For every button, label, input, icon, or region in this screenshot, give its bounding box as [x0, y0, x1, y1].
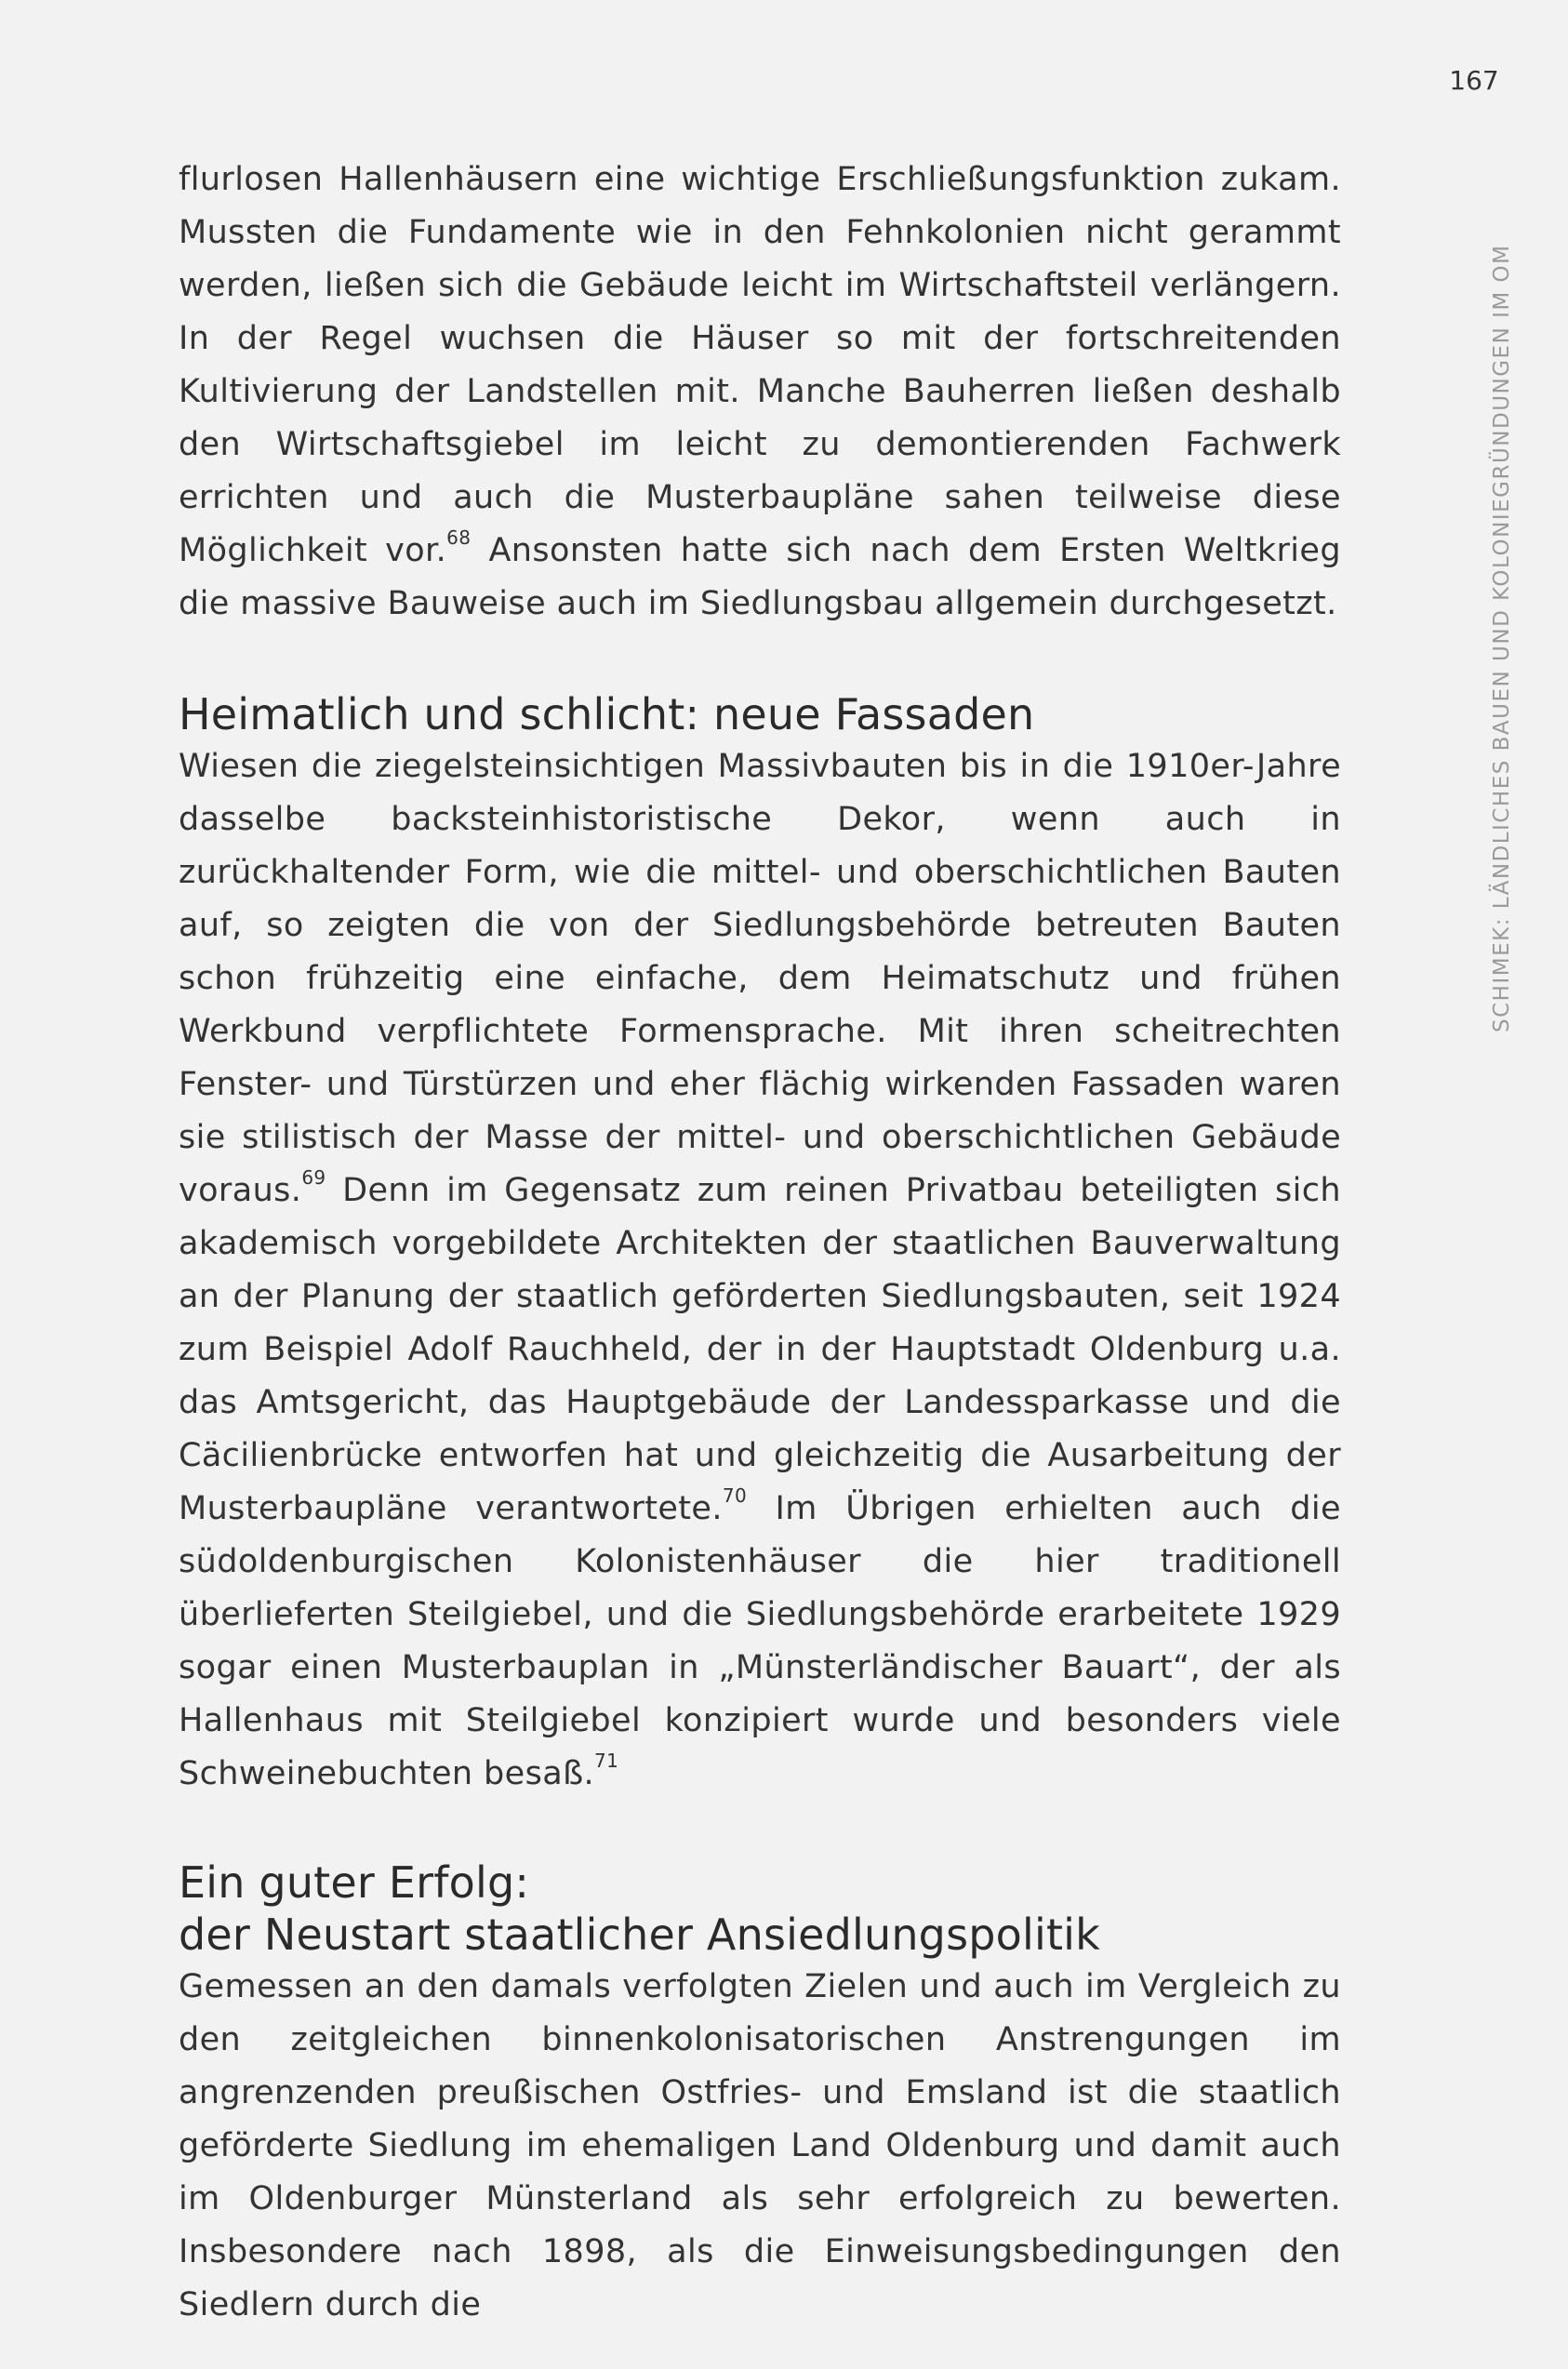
heading-line: Ein guter Erfolg: — [179, 1857, 530, 1908]
footnote-marker-69: 69 — [301, 1166, 326, 1189]
paragraph-text: Denn im Gegensatz zum reinen Privatbau beteiligten sich akademisch vorgebildete Architekten der staatlichen Bauverwaltung an der Planung der staatlich geförderten Siedlungsbauten, seit 1924 zum Beispiel Adolf Rauchheld, der in der Hauptstadt Oldenburg u.a. das Amtsgericht, das Hauptgebäude der Landessparkasse und die Cäcilienbrücke entworfen hat und gleichzeitig die Ausarbeitung der Musterbaupläne verantwortete. — [179, 1172, 1341, 1527]
section-heading-erfolg — [179, 1857, 1341, 1961]
footnote-marker-71: 71 — [594, 1750, 619, 1772]
paragraph-3 — [179, 1961, 1341, 2332]
footnote-marker-70: 70 — [722, 1484, 748, 1507]
heading-line: Heimatlich und schlicht: neue Fassaden — [179, 689, 1035, 739]
section-heading-fassaden — [179, 688, 1341, 740]
paragraph-2 — [179, 740, 1341, 1801]
page-body — [179, 153, 1341, 2332]
paragraph-text: Im Übrigen erhielten auch die südoldenburgischen Kolonistenhäuser die hier traditionell überlieferten Steilgiebel, und die Siedlungsbehörde erarbeitete 1929 sogar einen Musterbauplan in „Münsterländischer Bauart“, der als Hallenhaus mit Steilgiebel konzipiert wurde und besonders viele Schweinebuchten besaß. — [179, 1490, 1341, 1792]
running-head: SCHIMEK: LÄNDLICHES BAUEN UND KOLONIEGRÜNDUNGEN IM OM — [1490, 244, 1514, 1032]
paragraph-1 — [179, 153, 1341, 631]
paragraph-text: Gemessen an den damals verfolgten Zielen und auch im Vergleich zu den zeitgleichen binnenkolonisatorischen Anstrengungen im angrenzenden preußischen Ostfries- und Emsland ist die staatlich geförderte Siedlung im ehemaligen Land Oldenburg und damit auch im Oldenburger Münsterland als sehr erfolgreich zu bewerten. Insbesondere nach 1898, als die Einweisungsbedingungen den Siedlern durch die — [179, 1968, 1341, 2323]
page-number: 167 — [1449, 65, 1499, 96]
heading-line: der Neustart staatlicher Ansiedlungspolitik — [179, 1910, 1100, 1960]
paragraph-text: Ansonsten hatte sich nach dem Ersten Weltkrieg die massive Bauweise auch im Siedlungsbau allgemein durchgesetzt. — [179, 532, 1341, 622]
footnote-marker-68: 68 — [446, 526, 472, 549]
paragraph-text: flurlosen Hallenhäusern eine wichtige Erschließungsfunktion zukam. Mussten die Fundamente wie in den Fehnkolonien nicht gerammt werden, ließen sich die Gebäude leicht im Wirtschaftsteil verlängern. In der Regel wuchsen die Häuser so mit der fortschreitenden Kultivierung der Landstellen mit. Manche Bauherren ließen deshalb den Wirtschaftsgiebel im leicht zu demontierenden Fachwerk errichten und auch die Musterbaupläne sahen teilweise diese Möglichkeit vor. — [179, 161, 1341, 569]
paragraph-text: Wiesen die ziegelsteinsichtigen Massivbauten bis in die 1910er-Jahre dasselbe backsteinhistoristische Dekor, wenn auch in zurückhaltender Form, wie die mittel- und oberschichtlichen Bauten auf, so zeigten die von der Siedlungsbehörde betreuten Bauten schon frühzeitig eine einfache, dem Heimatschutz und frühen Werkbund verpflichtete Formensprache. Mit ihren scheitrechten Fenster- und Türstürzen und eher flächig wirkenden Fassaden waren sie stilistisch der Masse der mittel- und oberschichtlichen Gebäude voraus. — [179, 748, 1341, 1209]
